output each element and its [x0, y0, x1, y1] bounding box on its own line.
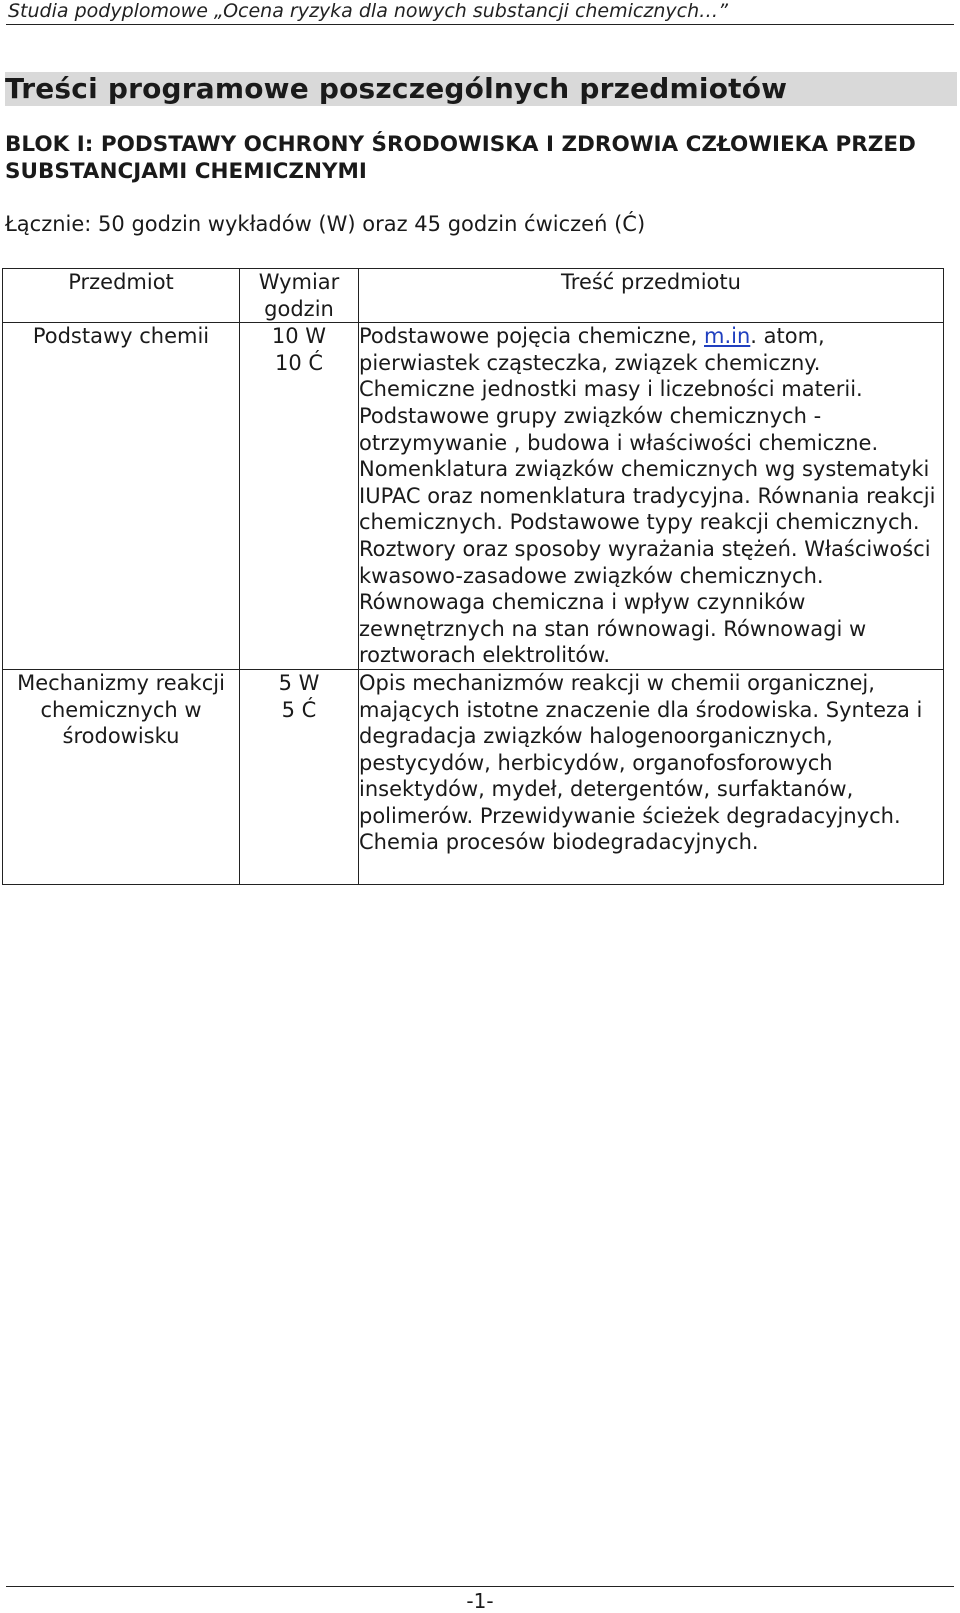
block-title: BLOK I: PODSTAWY OCHRONY ŚRODOWISKA I ZDROWIA CZŁOWIEKA PRZED SUBSTANCJAMI CHEMICZNYMI — [5, 132, 916, 184]
content-cell — [359, 323, 944, 670]
page-number: -1- — [466, 1589, 494, 1613]
header-subject: Przedmiot — [3, 269, 240, 323]
footer-rule — [6, 1586, 954, 1587]
program-table — [2, 268, 944, 885]
subject-cell: Mechanizmy reakcji chemicznych w środowisku — [3, 669, 240, 884]
table-header-row — [3, 269, 944, 323]
lecture-hours: 10 W — [271, 324, 327, 349]
exercise-hours: 10 Ć — [274, 350, 324, 375]
content-link[interactable]: m.in — [704, 324, 751, 349]
header-hours: Wymiar godzin — [240, 269, 359, 323]
header-content: Treść przedmiotu — [359, 269, 944, 323]
lecture-hours: 5 W — [278, 670, 320, 695]
hours-totals: Łącznie: 50 godzin wykładów (W) oraz 45 godzin ćwiczeń (Ć) — [5, 212, 646, 236]
content-text-rest: . atom, pierwiastek cząsteczka, związek chemiczny. Chemiczne jednostki masy i liczebności materii. Podstawowe grupy związków chemicznych - otrzymywanie , budowa i właściwości chemiczne. Nomenklatura związków chemicznych wg systematyki IUPAC oraz nomenklatura tradycyjna. Równania reakcji chemicznych. Podstawowe typy reakcji chemicznych. Roztwory oraz sposoby wyrażania stężeń. Właściwości kwasowo-zasadowe związków chemicznych. Równowaga chemiczna i wpływ czynników zewnętrznych na stan równowagi. Równowagi w roztworach elektrolitów. — [359, 324, 936, 668]
hours-cell — [240, 323, 359, 670]
running-title: Studia podyplomowe „Ocena ryzyka dla nowych substancji chemicznych…” — [8, 0, 728, 22]
section-heading: Treści programowe poszczególnych przedmiotów — [5, 72, 957, 106]
content-text-start: Podstawowe pojęcia chemiczne, — [359, 324, 705, 349]
hours-cell — [240, 669, 359, 884]
content-cell: Opis mechanizmów reakcji w chemii organicznej, mających istotne znaczenie dla środowiska. Synteza i degradacja związków halogenoorganicznych, pestycydów, herbicydów, organofosforowych insektydów, mydeł, detergentów, surfaktanów, polimerów. Przewidywanie ścieżek degradacyjnych. Chemia procesów biodegradacyjnych. — [359, 669, 944, 884]
exercise-hours: 5 Ć — [281, 697, 317, 722]
table-row — [3, 669, 944, 884]
table-row — [3, 323, 944, 670]
subject-cell: Podstawy chemii — [3, 323, 240, 670]
